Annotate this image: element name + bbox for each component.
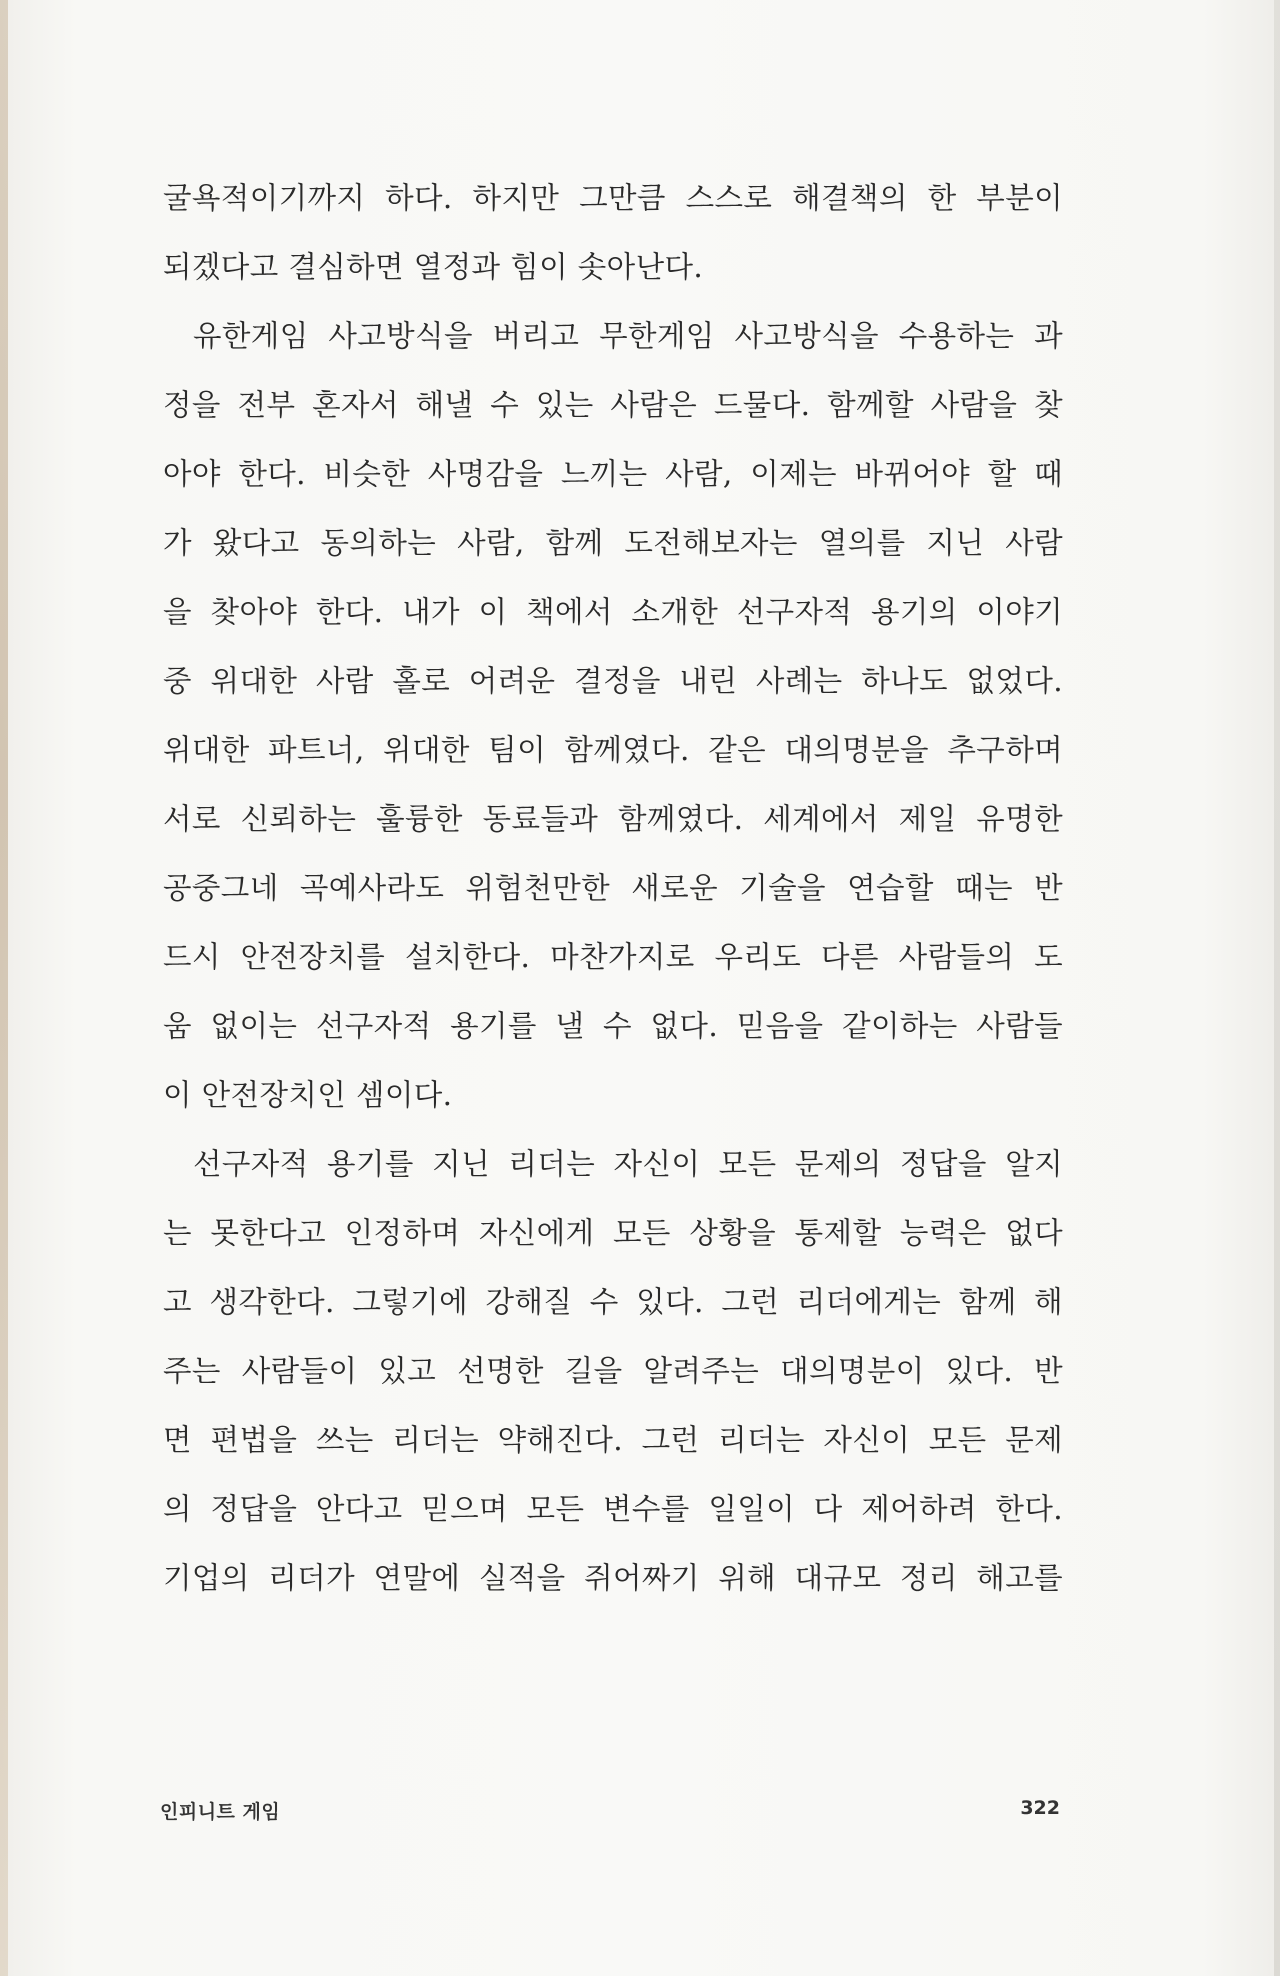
text-line: 공중그네 곡예사라도 위험천만한 새로운 기술을 연습할 때는 반 bbox=[163, 871, 1063, 905]
page-left-edge bbox=[0, 0, 8, 1976]
text-line: 유한게임 사고방식을 버리고 무한게임 사고방식을 수용하는 과 bbox=[193, 319, 1063, 353]
text-line: 이 안전장치인 셈이다. bbox=[163, 1078, 453, 1112]
text-line: 주는 사람들이 있고 선명한 길을 알려주는 대의명분이 있다. 반 bbox=[163, 1354, 1063, 1388]
text-line: 기업의 리더가 연말에 실적을 쥐어짜기 위해 대규모 정리 해고를 bbox=[163, 1561, 1063, 1595]
text-line: 드시 안전장치를 설치한다. 마찬가지로 우리도 다른 사람들의 도 bbox=[163, 940, 1063, 974]
text-line: 면 편법을 쓰는 리더는 약해진다. 그런 리더는 자신이 모든 문제 bbox=[163, 1423, 1063, 1457]
running-footer-book-title: 인피니트 게임 bbox=[160, 1801, 281, 1823]
text-line: 는 못한다고 인정하며 자신에게 모든 상황을 통제할 능력은 없다 bbox=[163, 1216, 1063, 1250]
text-line: 의 정답을 안다고 믿으며 모든 변수를 일일이 다 제어하려 한다. bbox=[163, 1492, 1063, 1526]
text-line: 선구자적 용기를 지닌 리더는 자신이 모든 문제의 정답을 알지 bbox=[193, 1147, 1063, 1181]
text-line: 굴욕적이기까지 하다. 하지만 그만큼 스스로 해결책의 한 부분이 bbox=[163, 181, 1063, 215]
text-line: 정을 전부 혼자서 해낼 수 있는 사람은 드물다. 함께할 사람을 찾 bbox=[163, 388, 1063, 422]
page-right-edge bbox=[1274, 0, 1280, 1976]
text-line: 을 찾아야 한다. 내가 이 책에서 소개한 선구자적 용기의 이야기 bbox=[163, 595, 1063, 629]
body-text bbox=[163, 164, 1063, 1613]
text-line: 고 생각한다. 그렇기에 강해질 수 있다. 그런 리더에게는 함께 해 bbox=[163, 1285, 1063, 1319]
text-line: 아야 한다. 비슷한 사명감을 느끼는 사람, 이제는 바뀌어야 할 때 bbox=[163, 457, 1063, 491]
text-line: 움 없이는 선구자적 용기를 낼 수 없다. 믿음을 같이하는 사람들 bbox=[163, 1009, 1063, 1043]
text-line: 서로 신뢰하는 훌륭한 동료들과 함께였다. 세계에서 제일 유명한 bbox=[163, 802, 1063, 836]
text-line: 가 왔다고 동의하는 사람, 함께 도전해보자는 열의를 지닌 사람 bbox=[163, 526, 1063, 560]
page-number: 322 bbox=[1020, 1797, 1060, 1819]
text-line: 중 위대한 사람 홀로 어려운 결정을 내린 사례는 하나도 없었다. bbox=[163, 664, 1063, 698]
text-line: 위대한 파트너, 위대한 팀이 함께였다. 같은 대의명분을 추구하며 bbox=[163, 733, 1063, 767]
text-line: 되겠다고 결심하면 열정과 힘이 솟아난다. bbox=[163, 250, 704, 284]
